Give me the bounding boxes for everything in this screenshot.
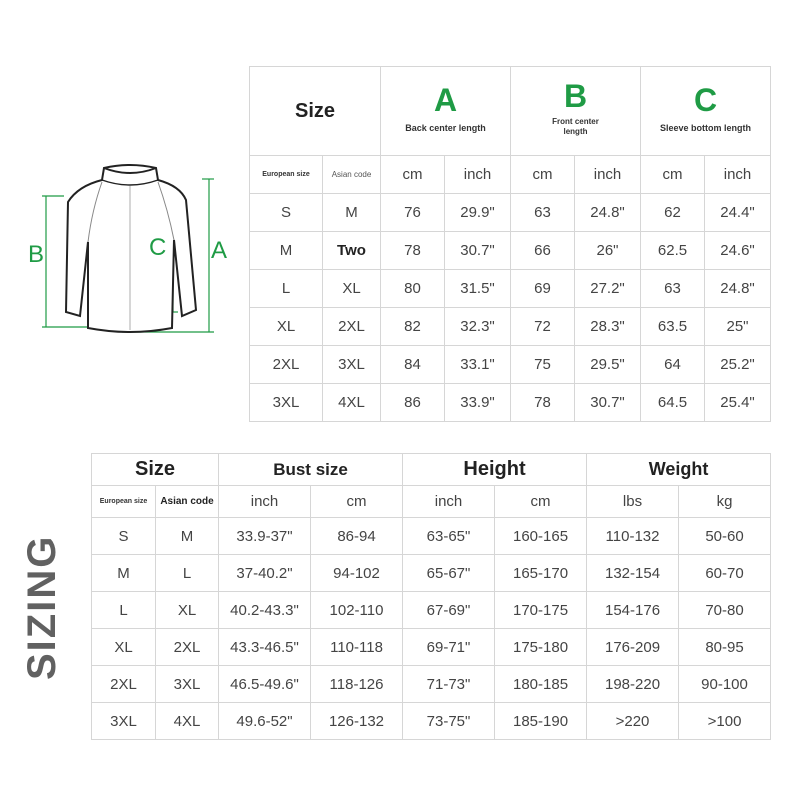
table-cell: 62	[641, 194, 705, 232]
table-cell: 24.8"	[575, 194, 641, 232]
table-cell: 62.5	[641, 232, 705, 270]
table-cell: 66	[511, 232, 575, 270]
table-cell: 37-40.2"	[219, 555, 311, 592]
table-cell: 33.1"	[445, 346, 511, 384]
table-cell: 2XL	[156, 629, 219, 666]
table-cell: 67-69"	[403, 592, 495, 629]
size-title: Size	[250, 67, 381, 156]
table-cell: 132-154	[587, 555, 679, 592]
label-a: A	[211, 237, 228, 264]
header-row	[92, 454, 771, 486]
table-cell: 2XL	[323, 308, 381, 346]
table-cell: XL	[156, 592, 219, 629]
table-cell: 110-132	[587, 518, 679, 555]
table-cell: 25"	[705, 308, 771, 346]
table-row	[250, 232, 771, 270]
table-cell: 76	[381, 194, 445, 232]
unit-row	[92, 486, 771, 518]
table-cell: M	[323, 194, 381, 232]
table-cell: 63.5	[641, 308, 705, 346]
table-cell: 78	[511, 384, 575, 422]
column-a-subtitle: Back center length	[405, 123, 486, 133]
table-cell: 4XL	[323, 384, 381, 422]
table-cell: 64	[641, 346, 705, 384]
table-cell: 118-126	[311, 666, 403, 703]
table-cell: 46.5-49.6"	[219, 666, 311, 703]
table-cell: 94-102	[311, 555, 403, 592]
unit-cell: cm	[641, 156, 705, 194]
table-cell: 154-176	[587, 592, 679, 629]
unit-cell: inch	[575, 156, 641, 194]
table-cell: 82	[381, 308, 445, 346]
body-size-table	[91, 453, 771, 740]
table-cell: S	[250, 194, 323, 232]
table-cell: 29.9"	[445, 194, 511, 232]
size-title: Size	[92, 454, 219, 486]
table-cell: 27.2"	[575, 270, 641, 308]
table-row	[92, 518, 771, 555]
european-size-header: European size	[250, 156, 323, 194]
table-cell: 64.5	[641, 384, 705, 422]
table-cell: L	[156, 555, 219, 592]
table-row	[92, 629, 771, 666]
table-cell: 73-75"	[403, 703, 495, 740]
table-cell: 2XL	[250, 346, 323, 384]
table-cell: 65-67"	[403, 555, 495, 592]
table-cell: 198-220	[587, 666, 679, 703]
table-cell: 165-170	[495, 555, 587, 592]
table-cell: 30.7"	[575, 384, 641, 422]
sizing-heading: SIZING	[20, 534, 64, 680]
bust-size-title: Bust size	[219, 454, 403, 486]
table-row	[250, 270, 771, 308]
jersey-diagram	[22, 160, 242, 340]
table-cell: 90-100	[679, 666, 771, 703]
table-cell: 4XL	[156, 703, 219, 740]
table-cell: M	[156, 518, 219, 555]
column-b-letter: B	[563, 78, 588, 114]
garment-measurement-table	[249, 66, 771, 422]
table-cell: 78	[381, 232, 445, 270]
table-cell: 50-60	[679, 518, 771, 555]
unit-cell: lbs	[587, 486, 679, 518]
unit-cell: kg	[679, 486, 771, 518]
table-cell: 102-110	[311, 592, 403, 629]
table-cell: 24.8"	[705, 270, 771, 308]
table-cell: Two	[323, 232, 381, 270]
table-cell: 72	[511, 308, 575, 346]
column-c-letter: C	[693, 82, 718, 118]
table-row	[250, 346, 771, 384]
unit-cell: inch	[403, 486, 495, 518]
table-cell: 86	[381, 384, 445, 422]
table-cell: 29.5"	[575, 346, 641, 384]
table-row	[92, 592, 771, 629]
asian-code-header: Asian code	[156, 486, 219, 518]
table-cell: 25.4"	[705, 384, 771, 422]
height-title: Height	[403, 454, 587, 486]
table-row	[250, 384, 771, 422]
table-cell: 160-165	[495, 518, 587, 555]
table-cell: 2XL	[92, 666, 156, 703]
column-a-header	[381, 67, 511, 156]
weight-title: Weight	[587, 454, 771, 486]
table-cell: 180-185	[495, 666, 587, 703]
table-cell: 31.5"	[445, 270, 511, 308]
table-cell: 40.2-43.3"	[219, 592, 311, 629]
table-cell: M	[92, 555, 156, 592]
unit-row	[250, 156, 771, 194]
table-cell: 69-71"	[403, 629, 495, 666]
unit-cell: cm	[381, 156, 445, 194]
column-c-header	[641, 67, 771, 156]
table-cell: 30.7"	[445, 232, 511, 270]
table-cell: 32.3"	[445, 308, 511, 346]
unit-cell: inch	[705, 156, 771, 194]
table-cell: 43.3-46.5"	[219, 629, 311, 666]
table-cell: 26"	[575, 232, 641, 270]
table-cell: XL	[323, 270, 381, 308]
table-cell: S	[92, 518, 156, 555]
table-cell: 63	[641, 270, 705, 308]
table-cell: 24.6"	[705, 232, 771, 270]
table-cell: 75	[511, 346, 575, 384]
table-cell: >100	[679, 703, 771, 740]
table-cell: XL	[250, 308, 323, 346]
table-cell: 80	[381, 270, 445, 308]
table-row	[250, 308, 771, 346]
column-a-letter: A	[433, 82, 458, 118]
table-cell: 49.6-52"	[219, 703, 311, 740]
table-cell: 69	[511, 270, 575, 308]
table-cell: 63	[511, 194, 575, 232]
table-cell: M	[250, 232, 323, 270]
unit-cell: cm	[511, 156, 575, 194]
table-cell: 126-132	[311, 703, 403, 740]
table-cell: 24.4"	[705, 194, 771, 232]
table-cell: 3XL	[92, 703, 156, 740]
unit-cell: cm	[311, 486, 403, 518]
table-cell: XL	[92, 629, 156, 666]
table-cell: 33.9"	[445, 384, 511, 422]
table-cell: 176-209	[587, 629, 679, 666]
header-row	[250, 67, 771, 156]
table-cell: 70-80	[679, 592, 771, 629]
column-b-subtitle: Front center length	[552, 117, 599, 136]
table-cell: 3XL	[323, 346, 381, 384]
table-cell: 63-65"	[403, 518, 495, 555]
table-row	[92, 555, 771, 592]
table-cell: 71-73"	[403, 666, 495, 703]
table-cell: 175-180	[495, 629, 587, 666]
table-row	[92, 666, 771, 703]
table-cell: 28.3"	[575, 308, 641, 346]
table-cell: 60-70	[679, 555, 771, 592]
table-cell: 110-118	[311, 629, 403, 666]
table-row	[92, 703, 771, 740]
unit-cell: inch	[219, 486, 311, 518]
table-cell: 170-175	[495, 592, 587, 629]
table-cell: 84	[381, 346, 445, 384]
table-cell: 3XL	[156, 666, 219, 703]
table-cell: 3XL	[250, 384, 323, 422]
column-c-subtitle: Sleeve bottom length	[660, 123, 752, 133]
unit-cell: cm	[495, 486, 587, 518]
table-row	[250, 194, 771, 232]
label-b: B	[28, 241, 45, 268]
label-c: C	[149, 234, 167, 261]
table-cell: >220	[587, 703, 679, 740]
table-cell: 80-95	[679, 629, 771, 666]
table-cell: 25.2"	[705, 346, 771, 384]
table-cell: 185-190	[495, 703, 587, 740]
asian-code-header: Asian code	[323, 156, 381, 194]
table-cell: L	[250, 270, 323, 308]
table-cell: 86-94	[311, 518, 403, 555]
column-b-header	[511, 67, 641, 156]
european-size-header: European size	[92, 486, 156, 518]
table-cell: 33.9-37"	[219, 518, 311, 555]
table-cell: L	[92, 592, 156, 629]
unit-cell: inch	[445, 156, 511, 194]
jersey-outline-icon	[66, 165, 196, 332]
